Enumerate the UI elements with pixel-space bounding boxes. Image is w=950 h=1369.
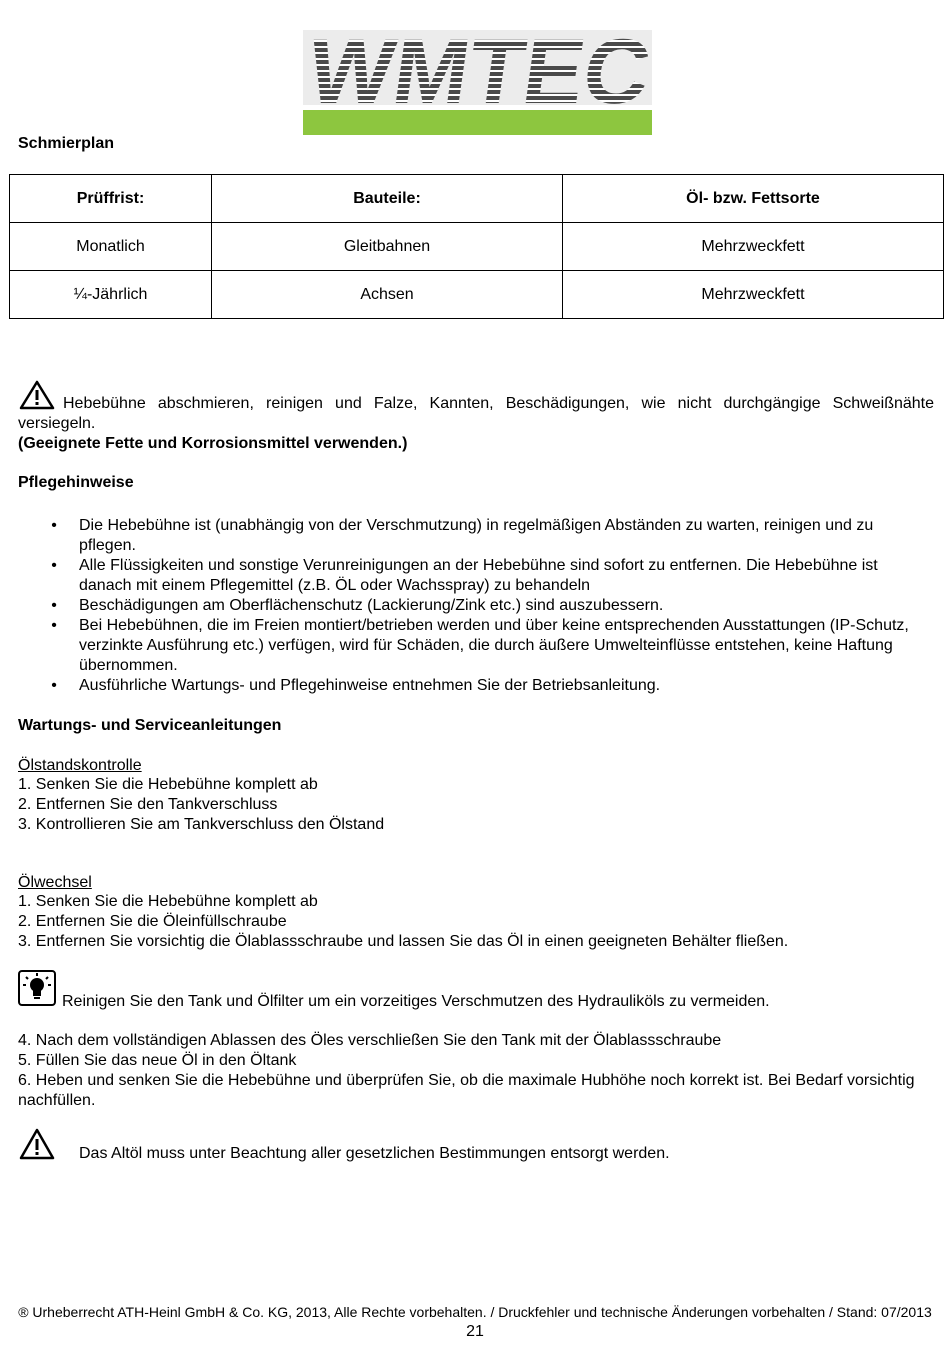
oelstand-steps bbox=[18, 775, 384, 835]
warning-bold-text: (Geeignete Fette und Korrosionsmittel verwenden.) bbox=[18, 435, 408, 452]
bullet-icon: • bbox=[51, 597, 57, 614]
list-item bbox=[18, 676, 934, 696]
list-item bbox=[18, 596, 934, 616]
warning-text: Hebebühne abschmieren, reinigen und Falze, Kannten, Beschädigungen, wie nicht durchgängige Schweißnähte versiegeln. bbox=[18, 395, 934, 432]
list-item-text: Die Hebebühne ist (unabhängig von der Verschmutzung) in regelmäßigen Abständen zu warten, reinigen und zu pflegen. bbox=[79, 517, 874, 554]
table-cell: Monatlich bbox=[10, 223, 212, 271]
step-item: 1. Senken Sie die Hebebühne komplett ab bbox=[18, 776, 318, 793]
table-cell: Mehrzweckfett bbox=[563, 223, 944, 271]
bullet-icon: • bbox=[51, 517, 57, 534]
lubrication-table bbox=[9, 174, 944, 319]
table-row bbox=[10, 271, 944, 319]
header-pruffrist: Prüffrist: bbox=[10, 175, 212, 223]
list-item bbox=[18, 516, 934, 556]
lightbulb-icon bbox=[18, 970, 56, 1012]
step-item: 4. Nach dem vollständigen Ablassen des Öles verschließen Sie den Tank mit der Ölablassschraube bbox=[18, 1032, 722, 1049]
bullet-icon: • bbox=[51, 677, 57, 694]
step-item: 2. Entfernen Sie den Tankverschluss bbox=[18, 796, 278, 813]
bullet-icon: • bbox=[51, 557, 57, 574]
step-item: 3. Kontrollieren Sie am Tankverschluss den Ölstand bbox=[18, 816, 385, 833]
table-cell: ¼-Jährlich bbox=[10, 271, 212, 319]
step-item: 3. Entfernen Sie vorsichtig die Ölablassschraube und lassen Sie das Öl in einen geeigneten Behälter fließen. bbox=[18, 933, 789, 950]
list-item bbox=[18, 556, 934, 596]
tip-text: Reinigen Sie den Tank und Ölfilter um ein vorzeitiges Verschmutzen des Hydrauliköls zu vermeiden. bbox=[62, 993, 770, 1010]
page-number: 21 bbox=[466, 1323, 484, 1340]
table-row bbox=[10, 223, 944, 271]
oelstand-title: Ölstandskontrolle bbox=[18, 757, 142, 774]
oelwechsel-steps-continued bbox=[18, 1031, 918, 1111]
pflege-list bbox=[18, 516, 934, 696]
list-item-text: Ausführliche Wartungs- und Pflegehinweise entnehmen Sie der Betriebsanleitung. bbox=[79, 677, 661, 694]
wartung-title: Wartungs- und Serviceanleitungen bbox=[18, 717, 282, 734]
table-cell: Mehrzweckfett bbox=[563, 271, 944, 319]
step-item: 6. Heben und senken Sie die Hebebühne und überprüfen Sie, ob die maximale Hubhöhe noch korrekt ist. Bei Bedarf vorsichtig nachfüllen. bbox=[18, 1072, 915, 1109]
disposal-warning-text: Das Altöl muss unter Beachtung aller gesetzlichen Bestimmungen entsorgt werden. bbox=[79, 1145, 670, 1162]
table-cell: Achsen bbox=[212, 271, 563, 319]
pflege-title: Pflegehinweise bbox=[18, 474, 134, 491]
oelwechsel-title: Ölwechsel bbox=[18, 874, 92, 891]
list-item-text: Bei Hebebühnen, die im Freien montiert/betrieben werden und über keine entsprechenden Ausstattungen (IP-Schutz, verzinkte Ausführung etc.) verfügen, wird für Schäden, die durch äußere Umwelteinflüsse entstehen, keine Haftung übernommen. bbox=[79, 617, 909, 674]
header-bauteile: Bauteile: bbox=[212, 175, 563, 223]
header-fettsorte: Öl- bzw. Fettsorte bbox=[563, 175, 944, 223]
step-item: 1. Senken Sie die Hebebühne komplett ab bbox=[18, 893, 318, 910]
footer-copyright: ® Urheberrecht ATH-Heinl GmbH & Co. KG, 2013, Alle Rechte vorbehalten. / Druckfehler und technische Änderungen vorbehalten / Stand: 07/2013 bbox=[18, 1304, 932, 1320]
list-item-text: Alle Flüssigkeiten und sonstige Verunreinigungen an der Hebebühne sind sofort zu entfernen. Die Hebebühne ist danach mit einem Pflegemittel (z.B. ÖL oder Wachsspray) zu behandeln bbox=[79, 557, 878, 594]
logo-graphic bbox=[303, 30, 652, 135]
list-item-text: Beschädigungen am Oberflächenschutz (Lackierung/Zink etc.) sind auszubessern. bbox=[79, 597, 664, 614]
list-item bbox=[18, 616, 934, 676]
bullet-icon: • bbox=[51, 617, 57, 634]
table-cell: Gleitbahnen bbox=[212, 223, 563, 271]
step-item: 2. Entfernen Sie die Öleinfüllschraube bbox=[18, 913, 287, 930]
wmtec-logo bbox=[303, 30, 652, 135]
step-item: 5. Füllen Sie das neue Öl in den Öltank bbox=[18, 1052, 297, 1069]
warning-icon bbox=[19, 1128, 55, 1166]
section-title-schmierplan: Schmierplan bbox=[18, 135, 115, 152]
table-header-row bbox=[10, 175, 944, 223]
oelwechsel-steps bbox=[18, 892, 788, 952]
